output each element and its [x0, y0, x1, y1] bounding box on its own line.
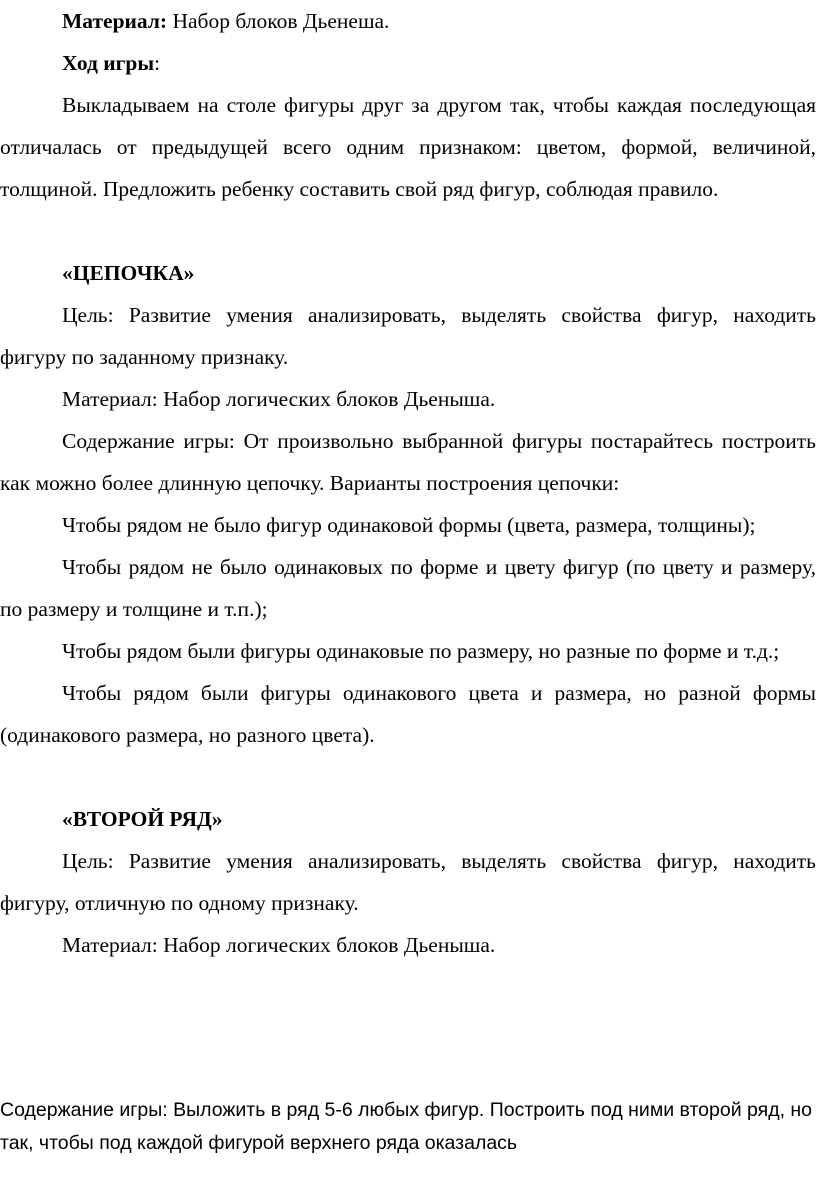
material-paragraph: [0, 0, 816, 42]
game1-title: «ЦЕПОЧКА»: [62, 261, 195, 285]
material-label: Материал:: [62, 9, 168, 33]
game1-goal: Цель: Развитие умения анализировать, выделять свойства фигур, находить фигуру по заданному признаку.: [0, 303, 816, 369]
game2-material: Материал: Набор логических блоков Дьеныша.: [62, 933, 496, 957]
spacer: [0, 210, 816, 252]
material-text: Набор блоков Дьенеша.: [167, 9, 390, 33]
game1-variant: Чтобы рядом были фигуры одинаковые по размеру, но разные по форме и т.д.;: [62, 639, 780, 663]
game1-material: Материал: Набор логических блоков Дьеныша.: [62, 387, 496, 411]
course-colon: :: [154, 51, 161, 75]
game1-variant: Чтобы рядом не было фигур одинаковой формы (цвета, размера, толщины);: [62, 513, 756, 537]
spacer: [0, 756, 816, 798]
game2-title: «ВТОРОЙ РЯД»: [62, 807, 223, 831]
game2-goal: Цель: Развитие умения анализировать, выделять свойства фигур, находить фигуру, отличную по одному признаку.: [0, 849, 816, 915]
course-paragraph: Выкладываем на столе фигуры друг за другом так, чтобы каждая последующая отличалась от предыдущей всего одним признаком: цветом, формой, величиной, толщиной. Предложить ребенку составить свой ряд фигур, соблюдая правило.: [0, 93, 816, 201]
game1-content: Содержание игры: От произвольно выбранной фигуры постарайтесь построить как можно более длинную цепочку. Варианты построения цепочки:: [0, 429, 816, 495]
game1-variant: Чтобы рядом были фигуры одинакового цвета и размера, но разной формы (одинакового размера, но разного цвета).: [0, 681, 816, 747]
game1-variant: Чтобы рядом не было одинаковых по форме и цвету фигур (по цвету и размеру, по размеру и толщине и т.п.);: [0, 555, 816, 621]
game2-content: Содержание игры: Выложить в ряд 5-6 любых фигур. Построить под ними второй ряд, но так, чтобы под каждой фигурой верхнего ряда оказалась: [0, 1099, 813, 1154]
course-label: Ход игры: [62, 51, 155, 75]
course-heading: [0, 42, 816, 84]
